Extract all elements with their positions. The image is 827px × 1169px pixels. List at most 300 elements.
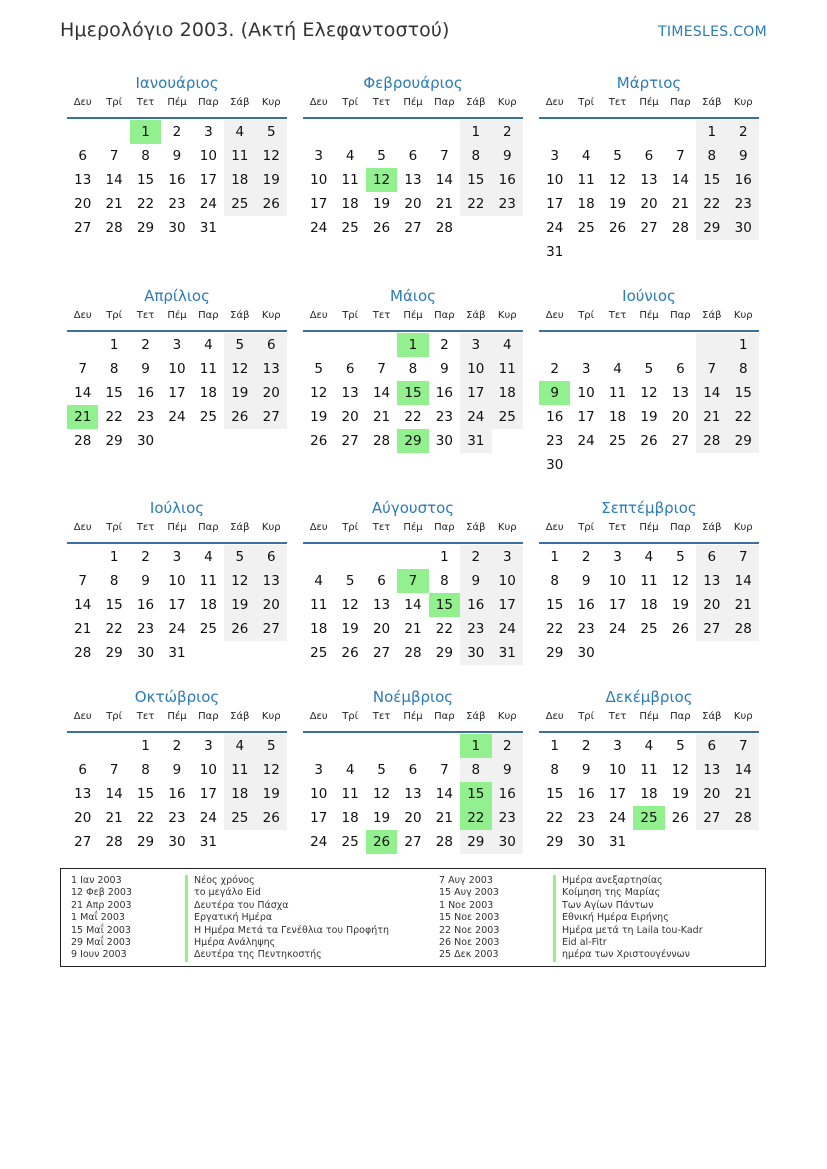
weekday-label: Σάβ: [466, 97, 486, 108]
day-cell: 8: [550, 573, 559, 589]
day-cell: 23: [577, 621, 595, 637]
day-cell: 6: [78, 762, 87, 778]
weekday-label: Τρί: [342, 310, 359, 321]
month-name: Απρίλιος: [144, 287, 210, 305]
day-cell: 16: [577, 786, 595, 802]
weekday-label: Τετ: [136, 310, 155, 321]
weekday-label: Σάβ: [702, 310, 722, 321]
weekday-label: Κυρ: [733, 522, 753, 533]
empty-cell: [303, 333, 334, 357]
day-cell: 11: [341, 172, 359, 188]
day-cell: 10: [168, 361, 186, 377]
day-cell: 14: [728, 758, 759, 782]
day-cell: 7: [440, 148, 449, 164]
legend-right-dates: [439, 875, 499, 962]
day-cell: 5: [256, 120, 287, 144]
day-cell: 23: [577, 810, 595, 826]
day-cell: 15: [136, 172, 155, 188]
page-title: Ημερολόγιο 2003. (Ακτή Ελεφαντοστού): [60, 19, 450, 41]
month-name: Δεκέμβριος: [605, 688, 693, 706]
day-cell: 8: [141, 148, 150, 164]
legend-holiday-name: Δευτέρα της Πεντηκοστής: [185, 949, 389, 961]
empty-cell: [728, 641, 759, 665]
weekday-label: Σάβ: [230, 711, 250, 722]
day-cell: 4: [345, 762, 355, 778]
month-block: [539, 74, 759, 264]
day-grid: [67, 734, 287, 854]
weekday-label: Παρ: [198, 310, 219, 321]
day-cell: 1: [109, 337, 119, 353]
empty-cell: [539, 333, 570, 357]
day-cell: 24: [168, 409, 186, 425]
weekday-label: Παρ: [670, 310, 691, 321]
empty-cell: [334, 120, 365, 144]
legend-date: 29 Μαΐ 2003: [71, 936, 131, 948]
day-cell: 3: [460, 333, 491, 357]
empty-cell: [429, 120, 460, 144]
day-cell: 8: [141, 762, 150, 778]
day-cell: 15: [136, 786, 155, 802]
weekday-label: Δευ: [545, 711, 564, 722]
day-cell: 29: [435, 645, 453, 661]
day-cell: 20: [696, 782, 727, 806]
day-cell: 2: [141, 549, 150, 565]
day-cell: 21: [74, 621, 92, 637]
day-cell: 27: [671, 433, 689, 449]
day-cell: 30: [435, 433, 453, 449]
empty-cell: [696, 240, 727, 264]
day-cell: 5: [256, 734, 287, 758]
day-grid: [303, 120, 523, 240]
empty-cell: [696, 641, 727, 665]
weekday-label: Παρ: [198, 711, 219, 722]
weekday-label: Πέμ: [639, 97, 659, 108]
empty-cell: [303, 734, 334, 758]
day-cell: 6: [676, 361, 685, 377]
legend-date: 12 Φεβ 2003: [71, 887, 132, 899]
day-cell: 29: [136, 220, 155, 236]
day-cell: 3: [613, 738, 622, 754]
weekday-header: [303, 711, 523, 733]
day-cell: 12: [341, 597, 359, 613]
day-cell: 10: [492, 569, 523, 593]
day-grid: [539, 333, 759, 477]
day-cell: 17: [492, 593, 523, 617]
weekday-label: Δευ: [545, 310, 564, 321]
day-grid: [67, 333, 287, 453]
day-cell: 29: [546, 834, 564, 850]
day-cell: 17: [310, 196, 328, 212]
day-cell: 24: [199, 810, 217, 826]
day-cell: 11: [640, 573, 658, 589]
day-cell: 26: [608, 220, 627, 236]
day-cell: 11: [199, 573, 217, 589]
weekday-label: Τετ: [608, 97, 627, 108]
empty-cell: [665, 240, 696, 264]
day-cell: 25: [224, 192, 255, 216]
day-cell: 20: [671, 409, 689, 425]
month-block: [303, 688, 523, 854]
day-cell: 1: [460, 734, 491, 758]
day-cell: 18: [310, 621, 328, 637]
legend-date: 15 Μαΐ 2003: [71, 924, 131, 936]
day-cell: 28: [74, 645, 92, 661]
day-cell: 11: [224, 144, 255, 168]
day-cell: 25: [341, 834, 359, 850]
legend-date: 7 Αυγ 2003: [439, 875, 493, 886]
day-cell: 1: [550, 549, 559, 565]
day-cell: 2: [550, 361, 559, 377]
day-cell: 30: [577, 834, 595, 850]
day-cell: 28: [435, 834, 453, 850]
day-cell: 9: [581, 762, 591, 778]
day-cell: 23: [492, 192, 523, 216]
empty-cell: [397, 120, 428, 144]
legend-date: 26 Νοε 2003: [439, 936, 500, 948]
day-cell: 29: [136, 834, 155, 850]
day-cell: 19: [224, 593, 255, 617]
day-cell: 5: [377, 148, 386, 164]
day-cell: 15: [728, 381, 759, 405]
day-cell: 5: [345, 573, 355, 589]
day-cell: 26: [256, 806, 287, 830]
day-cell: 9: [440, 361, 449, 377]
day-cell: 6: [377, 573, 386, 589]
day-cell: 19: [310, 409, 328, 425]
day-cell: 6: [256, 333, 287, 357]
month-block: [67, 74, 287, 240]
day-cell: 28: [696, 429, 727, 453]
empty-cell: [256, 216, 287, 240]
day-cell: 18: [199, 597, 217, 613]
day-cell: 26: [372, 220, 391, 236]
day-cell: 8: [109, 573, 119, 589]
day-cell: 16: [136, 385, 155, 401]
weekday-label: Τετ: [372, 522, 391, 533]
month-name: Οκτώβριος: [134, 688, 220, 706]
day-cell: 21: [105, 196, 123, 212]
day-cell: 2: [581, 549, 591, 565]
day-cell: 20: [74, 810, 92, 826]
empty-cell: [633, 240, 664, 264]
day-cell: 13: [74, 172, 92, 188]
day-cell: 24: [310, 834, 328, 850]
day-cell: 5: [676, 549, 685, 565]
day-cell: 6: [408, 148, 418, 164]
day-cell: 31: [168, 645, 186, 661]
day-cell: 30: [136, 433, 155, 449]
day-cell: 7: [696, 357, 727, 381]
day-cell: 18: [492, 381, 523, 405]
weekday-label: Πέμ: [167, 310, 187, 321]
day-cell: 9: [539, 381, 570, 405]
day-cell: 13: [671, 385, 689, 401]
weekday-header: [303, 310, 523, 332]
day-cell: 9: [492, 144, 523, 168]
day-cell: 18: [224, 168, 255, 192]
weekday-label: Κυρ: [497, 310, 517, 321]
weekday-label: Δευ: [73, 97, 92, 108]
weekday-label: Σάβ: [230, 310, 250, 321]
empty-cell: [224, 830, 255, 854]
day-cell: 22: [404, 409, 422, 425]
day-cell: 22: [105, 621, 123, 637]
day-cell: 16: [577, 597, 595, 613]
day-cell: 20: [696, 593, 727, 617]
day-cell: 10: [199, 762, 217, 778]
empty-cell: [256, 429, 287, 453]
day-cell: 18: [640, 597, 658, 613]
day-cell: 29: [105, 433, 123, 449]
day-cell: 18: [608, 409, 627, 425]
day-cell: 29: [546, 645, 564, 661]
day-cell: 1: [141, 738, 150, 754]
day-cell: 23: [728, 192, 759, 216]
empty-cell: [334, 333, 365, 357]
day-cell: 30: [168, 220, 186, 236]
day-cell: 19: [608, 196, 627, 212]
day-cell: 8: [550, 762, 559, 778]
day-cell: 5: [314, 361, 323, 377]
weekday-label: Πέμ: [167, 711, 187, 722]
day-cell: 17: [310, 810, 328, 826]
weekday-label: Σάβ: [466, 522, 486, 533]
weekday-label: Παρ: [670, 711, 691, 722]
day-cell: 1: [109, 549, 119, 565]
weekday-label: Παρ: [434, 97, 455, 108]
day-cell: 18: [640, 786, 658, 802]
day-cell: 9: [141, 573, 150, 589]
day-cell: 24: [608, 621, 627, 637]
day-cell: 10: [168, 573, 186, 589]
day-cell: 21: [435, 810, 453, 826]
month-name: Σεπτέμβριος: [601, 499, 697, 517]
day-cell: 5: [613, 148, 622, 164]
day-cell: 7: [377, 361, 386, 377]
weekday-label: Τρί: [106, 310, 123, 321]
empty-cell: [492, 429, 523, 453]
day-cell: 10: [546, 172, 564, 188]
day-cell: 9: [492, 758, 523, 782]
day-cell: 12: [640, 385, 658, 401]
day-cell: 21: [435, 196, 453, 212]
day-cell: 26: [310, 433, 328, 449]
legend-date: 1 Ιαν 2003: [71, 875, 122, 886]
day-cell: 24: [310, 220, 328, 236]
day-cell: 20: [256, 381, 287, 405]
day-cell: 21: [671, 196, 689, 212]
empty-cell: [224, 216, 255, 240]
weekday-label: Τρί: [578, 522, 595, 533]
day-cell: 7: [78, 573, 87, 589]
weekday-label: Σάβ: [466, 711, 486, 722]
weekday-label: Τρί: [578, 97, 595, 108]
day-cell: 21: [372, 409, 391, 425]
empty-cell: [366, 120, 397, 144]
day-cell: 17: [608, 597, 627, 613]
day-cell: 13: [341, 385, 359, 401]
day-cell: 10: [460, 357, 491, 381]
day-cell: 3: [204, 124, 213, 140]
weekday-label: Παρ: [670, 522, 691, 533]
empty-cell: [665, 641, 696, 665]
legend-holiday-name: ημέρα των Χριστουγέννων: [553, 949, 703, 961]
day-cell: 27: [640, 220, 658, 236]
empty-cell: [429, 734, 460, 758]
day-cell: 1: [696, 120, 727, 144]
legend-holiday-name: Εργατική Ημέρα: [185, 912, 389, 924]
day-cell: 7: [109, 148, 119, 164]
legend-left-names: [185, 875, 389, 962]
weekday-label: Τετ: [608, 522, 627, 533]
day-cell: 22: [696, 192, 727, 216]
month-name: Ιούνιος: [622, 287, 676, 305]
day-cell: 4: [314, 573, 323, 589]
day-cell: 17: [199, 172, 217, 188]
day-cell: 8: [728, 357, 759, 381]
day-cell: 9: [172, 762, 182, 778]
weekday-header: [67, 97, 287, 119]
empty-cell: [728, 240, 759, 264]
day-cell: 14: [404, 597, 422, 613]
day-cell: 8: [696, 144, 727, 168]
weekday-label: Πέμ: [167, 97, 187, 108]
day-cell: 11: [341, 786, 359, 802]
weekday-label: Κυρ: [733, 97, 753, 108]
day-cell: 5: [224, 545, 255, 569]
day-cell: 25: [608, 433, 627, 449]
day-cell: 19: [640, 409, 658, 425]
day-cell: 3: [314, 762, 323, 778]
day-cell: 24: [577, 433, 595, 449]
legend-date: 9 Ιουν 2003: [71, 949, 127, 961]
day-cell: 7: [397, 569, 428, 593]
day-cell: 4: [224, 734, 255, 758]
weekday-label: Τετ: [372, 97, 391, 108]
day-cell: 3: [492, 545, 523, 569]
weekday-label: Πέμ: [403, 310, 423, 321]
day-cell: 10: [577, 385, 595, 401]
day-grid: [303, 734, 523, 854]
weekday-label: Πέμ: [167, 522, 187, 533]
day-cell: 1: [440, 549, 449, 565]
day-cell: 20: [404, 196, 422, 212]
day-cell: 14: [696, 381, 727, 405]
empty-cell: [193, 641, 224, 665]
day-cell: 6: [345, 361, 355, 377]
weekday-label: Παρ: [670, 97, 691, 108]
day-cell: 21: [404, 621, 422, 637]
empty-cell: [539, 120, 570, 144]
day-cell: 29: [105, 645, 123, 661]
day-cell: 31: [199, 220, 217, 236]
legend-date: 1 Μαΐ 2003: [71, 912, 125, 924]
month-name: Μάρτιος: [616, 74, 682, 92]
day-cell: 14: [435, 786, 453, 802]
empty-cell: [728, 453, 759, 477]
day-cell: 23: [435, 409, 453, 425]
month-block: [539, 499, 759, 665]
month-block: [303, 499, 523, 665]
site-link[interactable]: TIMESLES.COM: [658, 24, 767, 40]
day-cell: 1: [397, 333, 428, 357]
day-cell: 7: [109, 762, 119, 778]
weekday-label: Παρ: [434, 711, 455, 722]
day-grid: [539, 734, 759, 854]
empty-cell: [366, 734, 397, 758]
empty-cell: [334, 734, 365, 758]
day-cell: 27: [372, 645, 391, 661]
empty-cell: [397, 734, 428, 758]
day-cell: 3: [581, 361, 591, 377]
day-cell: 10: [199, 148, 217, 164]
empty-cell: [334, 545, 365, 569]
empty-cell: [602, 641, 633, 665]
day-cell: 25: [633, 806, 664, 830]
weekday-label: Κυρ: [261, 522, 281, 533]
day-cell: 19: [256, 168, 287, 192]
day-cell: 21: [728, 782, 759, 806]
day-cell: 4: [613, 361, 622, 377]
weekday-label: Δευ: [545, 97, 564, 108]
day-cell: 29: [696, 216, 727, 240]
day-cell: 12: [256, 758, 287, 782]
day-cell: 2: [460, 545, 491, 569]
day-cell: 4: [581, 148, 591, 164]
day-cell: 6: [408, 762, 418, 778]
day-cell: 11: [492, 357, 523, 381]
day-cell: 15: [105, 597, 123, 613]
month-block: [303, 74, 523, 240]
day-cell: 6: [256, 545, 287, 569]
empty-cell: [67, 333, 98, 357]
day-cell: 3: [172, 549, 182, 565]
weekday-label: Παρ: [198, 97, 219, 108]
legend-holiday-name: Eid al-Fitr: [553, 937, 703, 949]
day-cell: 28: [404, 645, 422, 661]
day-cell: 4: [492, 333, 523, 357]
legend-date: 1 Νοε 2003: [439, 899, 494, 911]
weekday-label: Δευ: [309, 310, 328, 321]
weekday-label: Δευ: [309, 97, 328, 108]
day-grid: [67, 545, 287, 665]
day-cell: 15: [460, 168, 491, 192]
day-cell: 20: [372, 621, 391, 637]
weekday-label: Κυρ: [497, 522, 517, 533]
empty-cell: [570, 240, 601, 264]
month-block: [67, 688, 287, 854]
day-cell: 2: [581, 738, 591, 754]
day-cell: 12: [608, 172, 627, 188]
day-cell: 15: [546, 597, 564, 613]
day-cell: 22: [728, 405, 759, 429]
day-cell: 17: [577, 409, 595, 425]
day-cell: 11: [224, 758, 255, 782]
empty-cell: [602, 120, 633, 144]
day-cell: 2: [492, 734, 523, 758]
day-cell: 4: [224, 120, 255, 144]
day-cell: 5: [676, 738, 685, 754]
empty-cell: [256, 830, 287, 854]
day-cell: 2: [440, 337, 449, 353]
day-cell: 6: [644, 148, 654, 164]
day-cell: 16: [435, 385, 453, 401]
day-cell: 27: [256, 617, 287, 641]
legend-holiday-name: Νέος χρόνος: [185, 875, 389, 887]
day-cell: 23: [136, 621, 155, 637]
weekday-label: Τρί: [342, 522, 359, 533]
day-cell: 27: [696, 617, 727, 641]
